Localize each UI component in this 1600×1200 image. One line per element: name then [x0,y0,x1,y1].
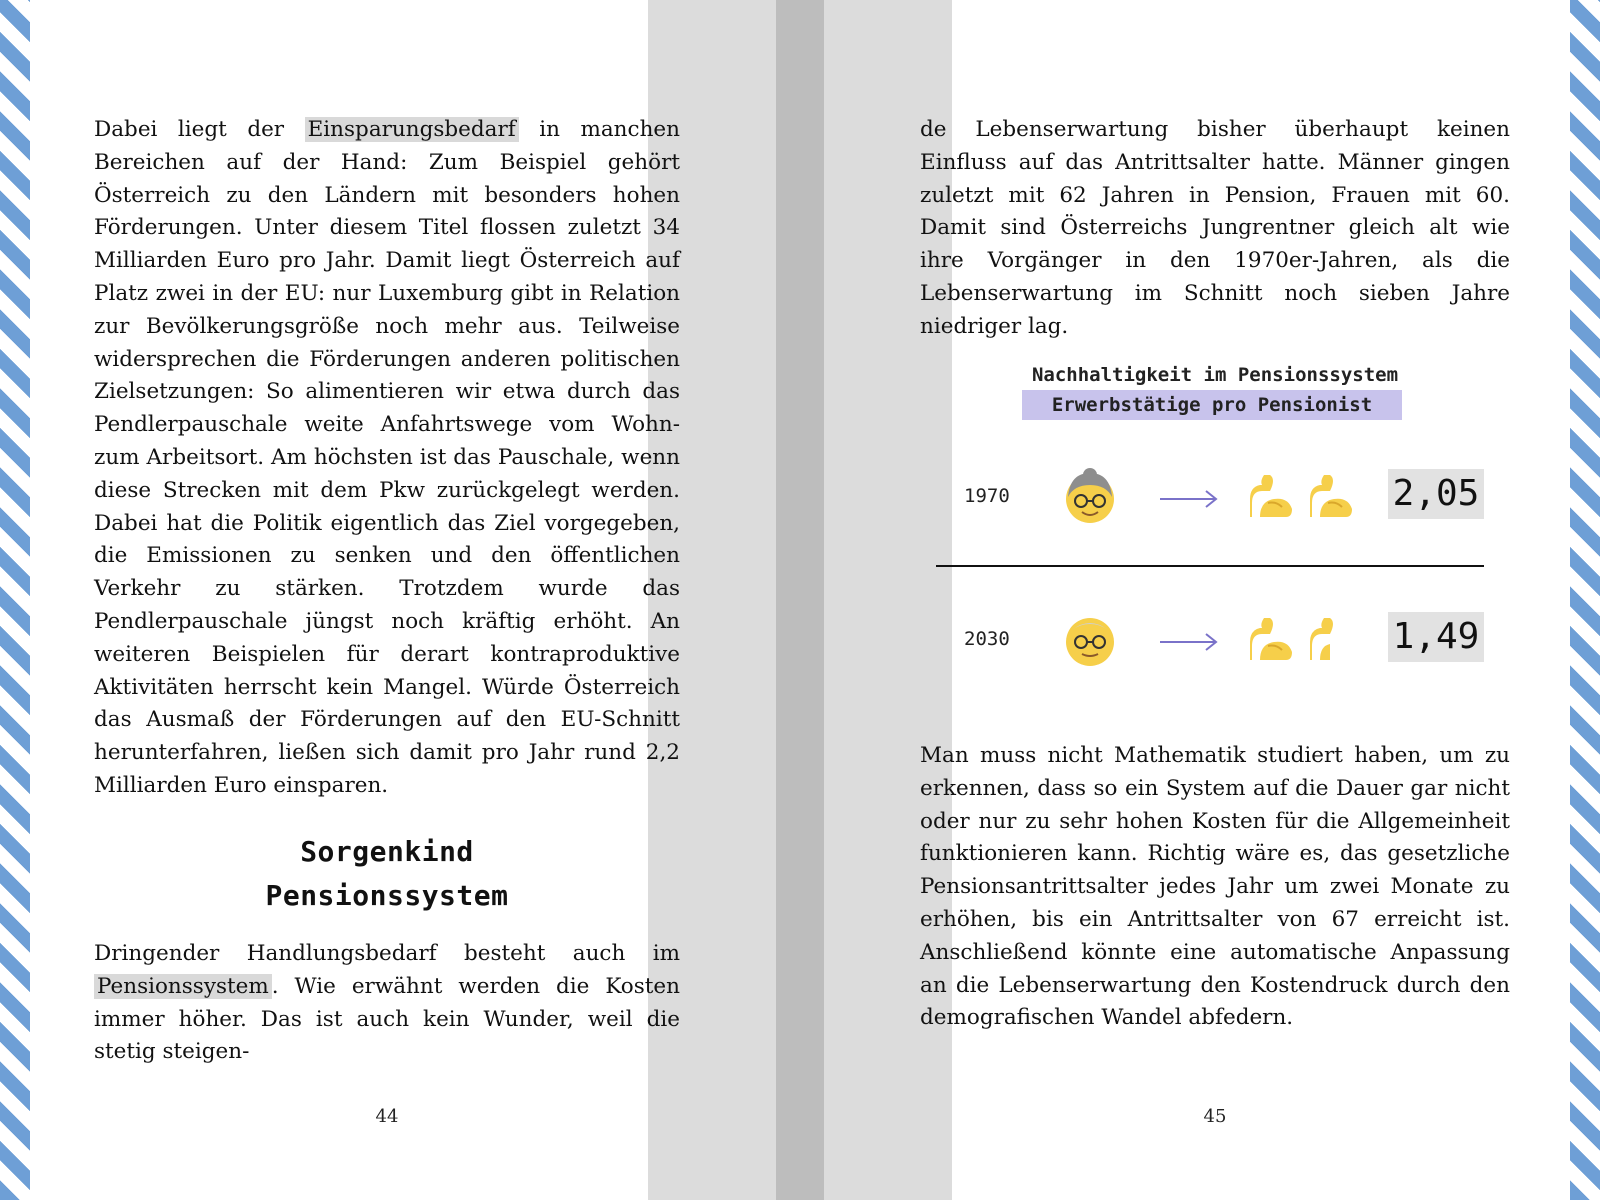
workers-per-pensioner-value: 1,49 [1388,612,1484,662]
right-paragraph-1: de Lebenserwartung bisher überhaupt keinen Einfluss auf das Antrittsalter hatte. Männer gingen zuletzt mit 62 Jahren in Pension, Frauen mit 60. Damit sind Österreichs Jungrentner gleich alt wie ihre Vorgänger in den 1970er-Jahren, als die Lebenserwartung im Schnitt noch sieben Jahre niedriger lag. [920,117,1510,339]
highlighted-term-einsparungsbedarf: Einsparungsbedarf [305,117,519,142]
right-paragraph-2: Man muss nicht Mathematik studiert haben, um zu erkennen, dass so ein System auf die Dauer gar nicht oder nur zu sehr hohen Kosten für die Allgemeinheit funktionieren kann. Richtig wäre es, das gesetzliche Pensionsantrittsalter jedes Jahr um zwei Monate zu erhöhen, bis ein Antrittsalter von 67 erreicht ist. Anschließend könnte eine automatische Anpassung an die Lebenserwartung den Kostendruck durch den demografischen Wandel abfedern. [920,743,1510,1031]
right-stripe-border [1570,0,1600,1200]
left-paragraph-1: Dabei liegt der Einsparungsbedarf in manchen Bereichen auf der Hand: Zum Beispiel gehört Österreich zu den Ländern mit besonders hohen Förderungen. Unter diesem Titel flossen zuletzt 34 Milliarden Euro pro Jahr. Damit liegt Österreich auf Platz zwei in der EU: nur Luxemburg gibt in Relation zur Bevölkerungsgröße noch mehr aus. Teilweise widersprechen die Förderungen anderen politischen Zielsetzungen: So alimentieren wir etwa durch das Pendlerpauschale weite Anfahrtswege vom Wohn- zum Arbeitsort. Am höchsten ist das Pauschale, wenn diese Strecken mit dem Pkw zurückgelegt werden. Dabei hat die Politik eigentlich das Ziel vorgegeben, die Emissionen zu senken und den öffentlichen Verkehr zu stärken. Trotzdem wurde das Pendlerpauschale jüngst noch kräftig erhöht. An weiteren Beispielen für derart kontraproduktive Aktivitäten herrscht kein Mangel. Würde Österreich das Ausmaß der Förderungen auf den EU-Schnitt herunterfahren, ließen sich damit pro Jahr rund 2,2 Milliarden Euro einsparen. [94,117,680,798]
infographic-subtitle: Erwerbstätige pro Pensionist [1022,390,1402,420]
gutter-band-center [776,0,824,1200]
section-heading: Sorgenkind Pensionssystem [265,835,509,912]
grandma-face-icon [1060,467,1120,527]
workers-per-pensioner-value: 2,05 [1388,469,1484,519]
pension-infographic [920,360,1510,700]
infographic-row-2030 [920,608,1510,678]
infographic-title: Nachhaltigkeit im Pensionssystem [1031,364,1399,386]
flexed-biceps-icon [1246,473,1296,521]
row-divider [936,565,1484,567]
left-page [94,0,680,1200]
row-year: 2030 [964,628,1010,650]
left-paragraph-2: Dringender Handlungsbedarf besteht auch im Pensionssystem . Wie erwähnt werden die Kosten immer höher. Das ist auch kein Wunder, weil die stetig steigen- [94,941,680,1065]
highlighted-term-pensionssystem: Pensionssystem [94,974,272,999]
arrow-right-icon [1158,630,1220,654]
flexed-biceps-icon [1306,473,1356,521]
infographic-row-1970 [920,465,1510,535]
arrow-right-icon [1158,487,1220,511]
row-year: 1970 [964,485,1010,507]
left-stripe-border [0,0,30,1200]
partial-biceps-icon [1306,616,1356,664]
old-person-face-icon [1060,610,1120,670]
page-number-right: 45 [1203,1106,1227,1127]
right-page [920,0,1510,1200]
flexed-biceps-icon [1246,616,1296,664]
page-number-left: 44 [375,1106,399,1127]
